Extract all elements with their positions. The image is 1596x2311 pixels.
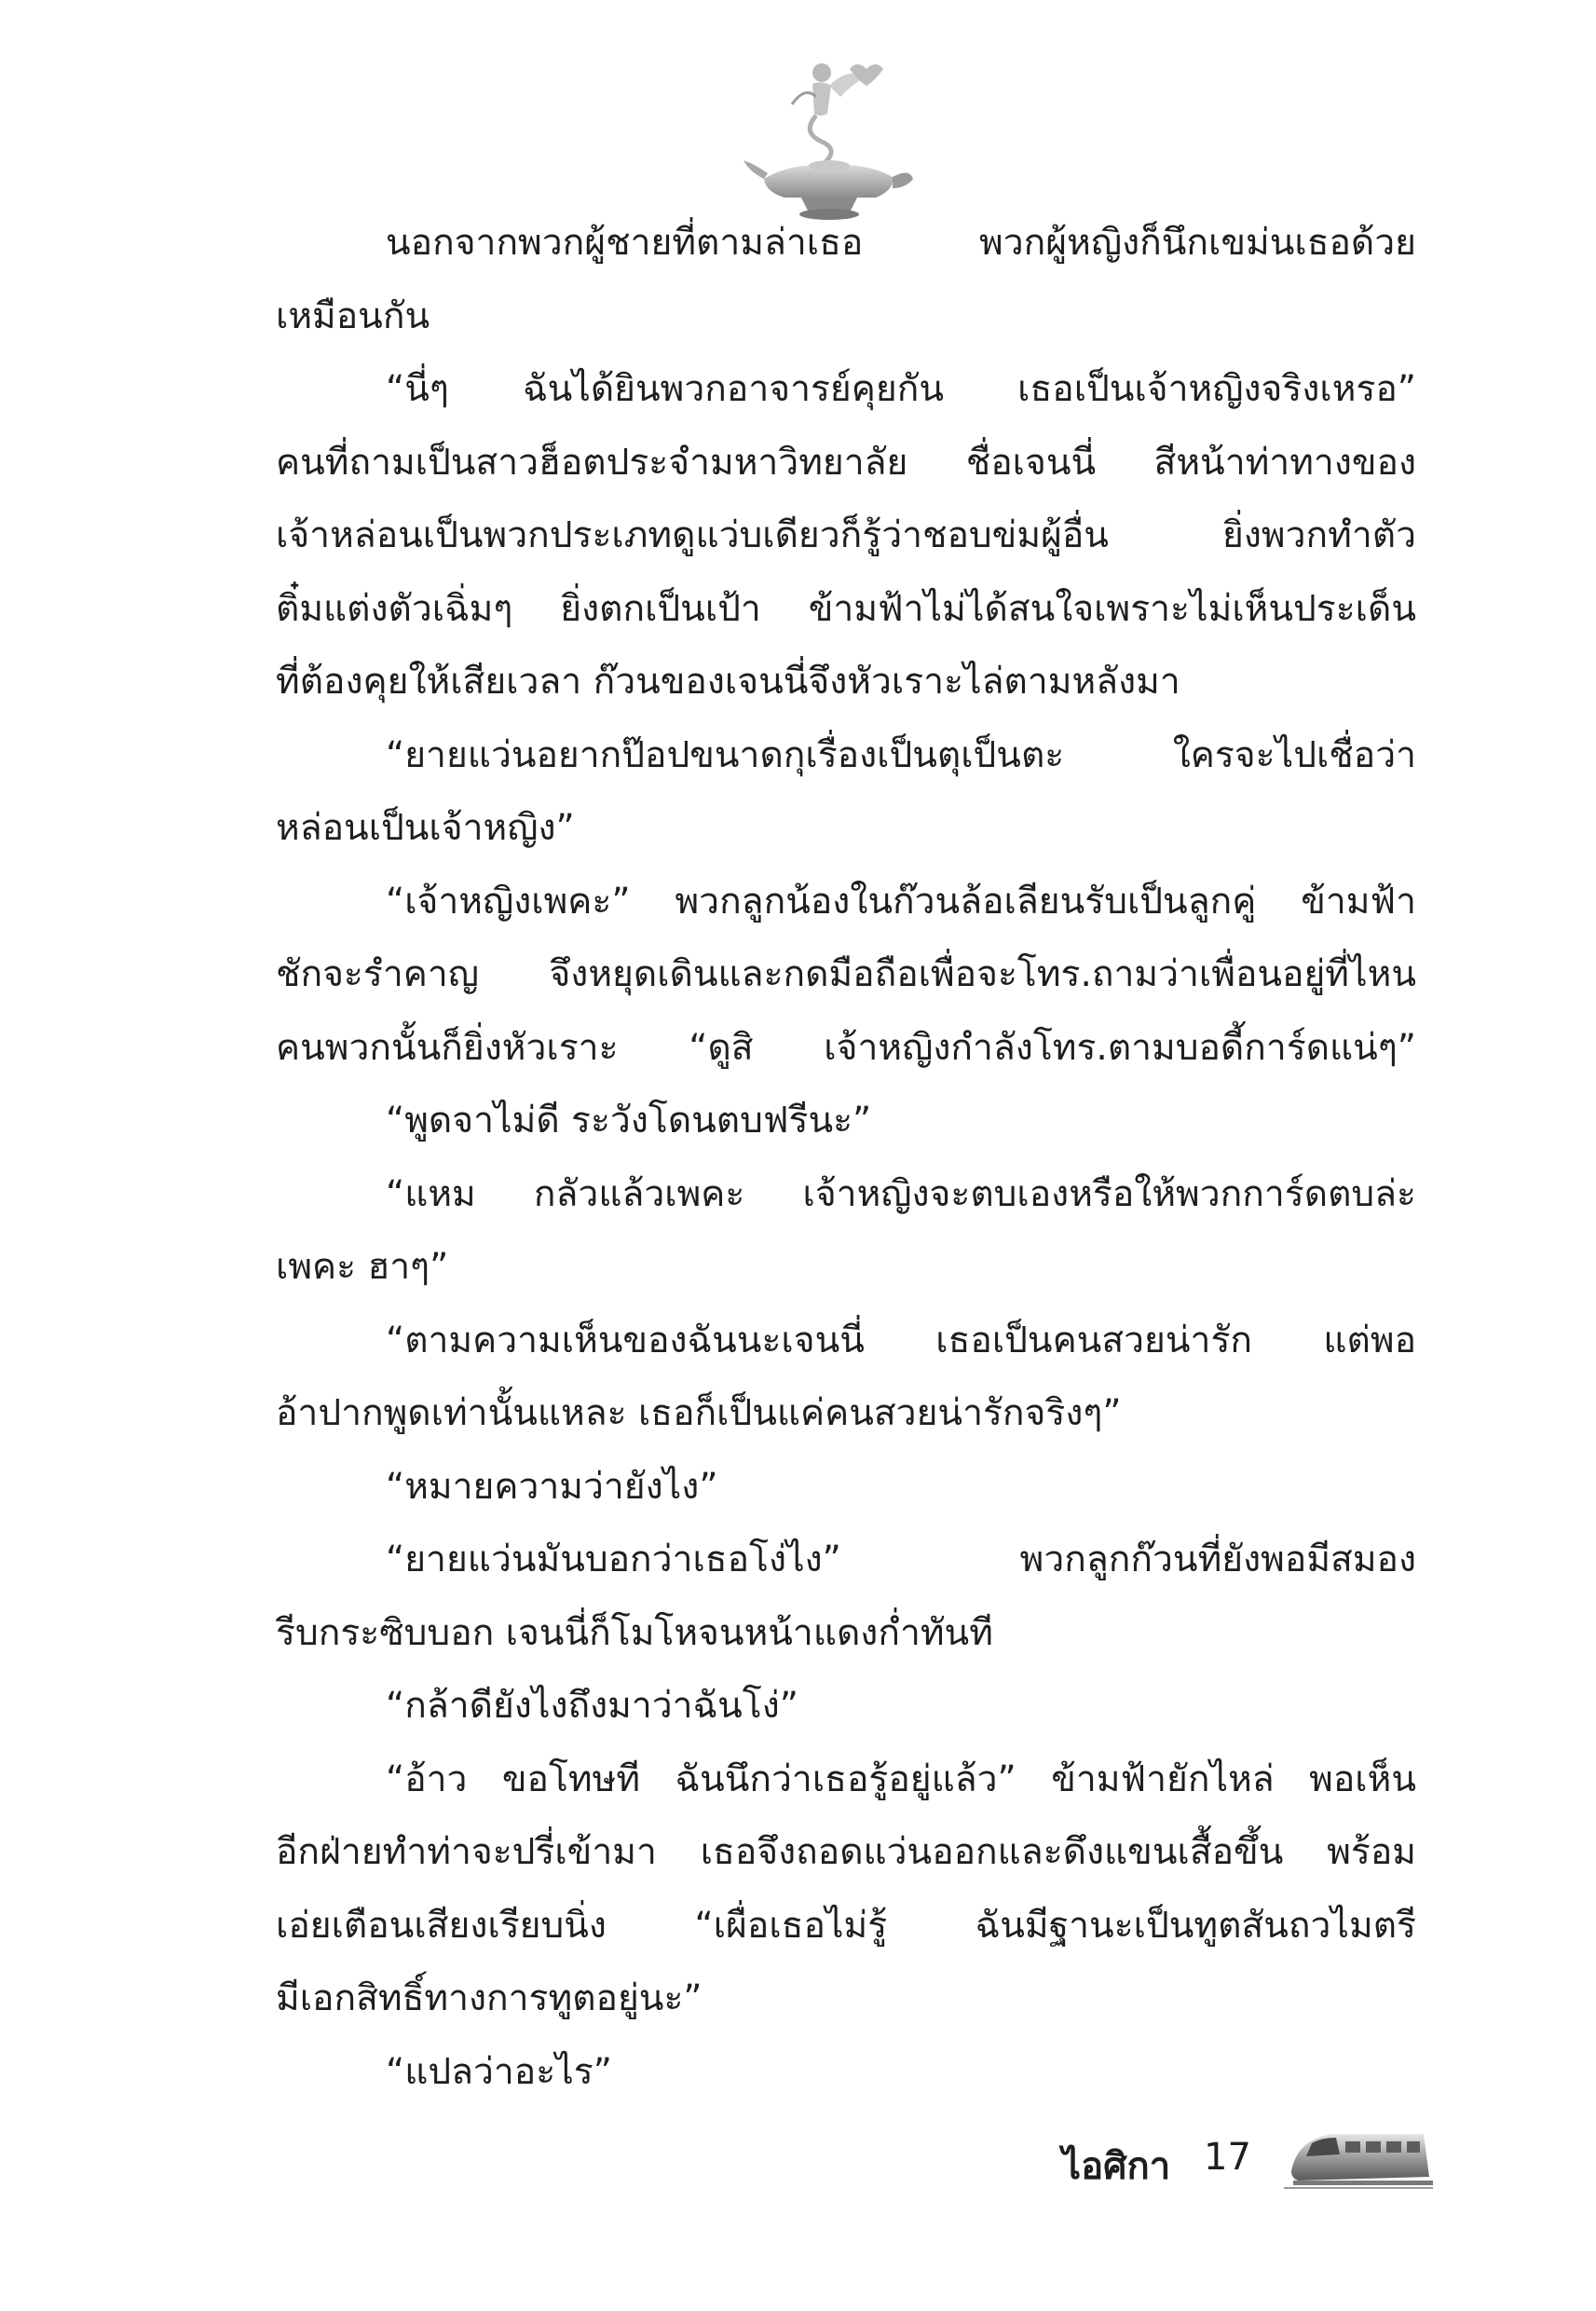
text-line: คนที่ถามเป็นสาวฮ็อตประจำมหาวิทยาลัย ชื่อเจนนี่ สีหน้าท่าทางของ	[276, 441, 1416, 484]
text-line: เจ้าหล่อนเป็นพวกประเภทดูแว่บเดียวก็รู้ว่าชอบข่มผู้อื่น ยิ่งพวกทำตัว	[276, 514, 1416, 556]
text-line: “เจ้าหญิงเพคะ” พวกลูกน้องในก๊วนล้อเลียนรับเป็นลูกคู่ ข้ามฟ้า	[386, 880, 1416, 923]
text-line: ติ๋มแต่งตัวเฉิ่มๆ ยิ่งตกเป็นเป้า ข้ามฟ้าไม่ได้สนใจเพราะไม่เห็นประเด็น	[276, 587, 1416, 630]
text-line: “หมายความว่ายังไง”	[386, 1465, 718, 1508]
book-title: ไอศิกา	[1062, 2145, 1171, 2188]
text-line: ที่ต้องคุยให้เสียเวลา ก๊วนของเจนนี่จึงหัวเราะไล่ตามหลังมา	[276, 661, 1180, 703]
text-line: “แปลว่าอะไร”	[386, 2050, 612, 2093]
page-number: 17	[1204, 2136, 1251, 2179]
text-line: ชักจะรำคาญ จึงหยุดเดินและกดมือถือเพื่อจะโทร.ถามว่าเพื่อนอยู่ที่ไหน	[276, 953, 1416, 995]
text-line: “ตามความเห็นของฉันนะเจนนี่ เธอเป็นคนสวยน่ารัก แต่พอ	[386, 1319, 1416, 1361]
text-line: “นี่ๆ ฉันได้ยินพวกอาจารย์คุยกัน เธอเป็นเจ้าหญิงจริงเหรอ”	[386, 368, 1416, 410]
text-line: “แหม กลัวแล้วเพคะ เจ้าหญิงจะตบเองหรือให้พวกการ์ดตบล่ะ	[386, 1172, 1416, 1215]
text-line: เหมือนกัน	[276, 294, 430, 337]
text-line: นอกจากพวกผู้ชายที่ตามล่าเธอ พวกผู้หญิงก็นึกเขม่นเธอด้วย	[386, 222, 1416, 264]
text-line: หล่อนเป็นเจ้าหญิง”	[276, 807, 575, 849]
text-line: อีกฝ่ายทำท่าจะปรี่เข้ามา เธอจึงถอดแว่นออกและดึงแขนเสื้อขึ้น พร้อม	[276, 1831, 1416, 1873]
text-line: “กล้าดียังไงถึงมาว่าฉันโง่”	[386, 1685, 798, 1727]
text-line: รีบกระซิบบอก เจนนี่ก็โมโหจนหน้าแดงก่ำทันที	[276, 1611, 993, 1654]
text-line: เพคะ ฮาๆ”	[276, 1246, 449, 1288]
text-line: “พูดจาไม่ดี ระวังโดนตบฟรีนะ”	[386, 1100, 872, 1142]
text-line: “ยายแว่นอยากป๊อปขนาดกุเรื่องเป็นตุเป็นตะ ใครจะไปเชื่อว่า	[386, 733, 1416, 776]
text-line: มีเอกสิทธิ์ทางการทูตอยู่นะ”	[276, 1977, 703, 2019]
train-icon	[1284, 2123, 1433, 2197]
text-line: “ยายแว่นมันบอกว่าเธอโง่ไง” พวกลูกก๊วนที่ยังพอมีสมอง	[386, 1538, 1416, 1580]
text-line: อ้าปากพูดเท่านั้นแหละ เธอก็เป็นแค่คนสวยน่ารักจริงๆ”	[276, 1392, 1122, 1434]
body-text	[276, 207, 1416, 2109]
text-line: คนพวกนั้นก็ยิ่งหัวเราะ “ดูสิ เจ้าหญิงกำลังโทร.ตามบอดี้การ์ดแน่ๆ”	[276, 1026, 1416, 1069]
text-line: “อ้าว ขอโทษที ฉันนึกว่าเธอรู้อยู่แล้ว” ข้ามฟ้ายักไหล่ พอเห็น	[386, 1757, 1416, 1800]
page-footer	[988, 2104, 1425, 2207]
text-line: เอ่ยเตือนเสียงเรียบนิ่ง “เผื่อเธอไม่รู้ ฉันมีฐานะเป็นทูตสันถวไมตรี	[276, 1904, 1416, 1947]
